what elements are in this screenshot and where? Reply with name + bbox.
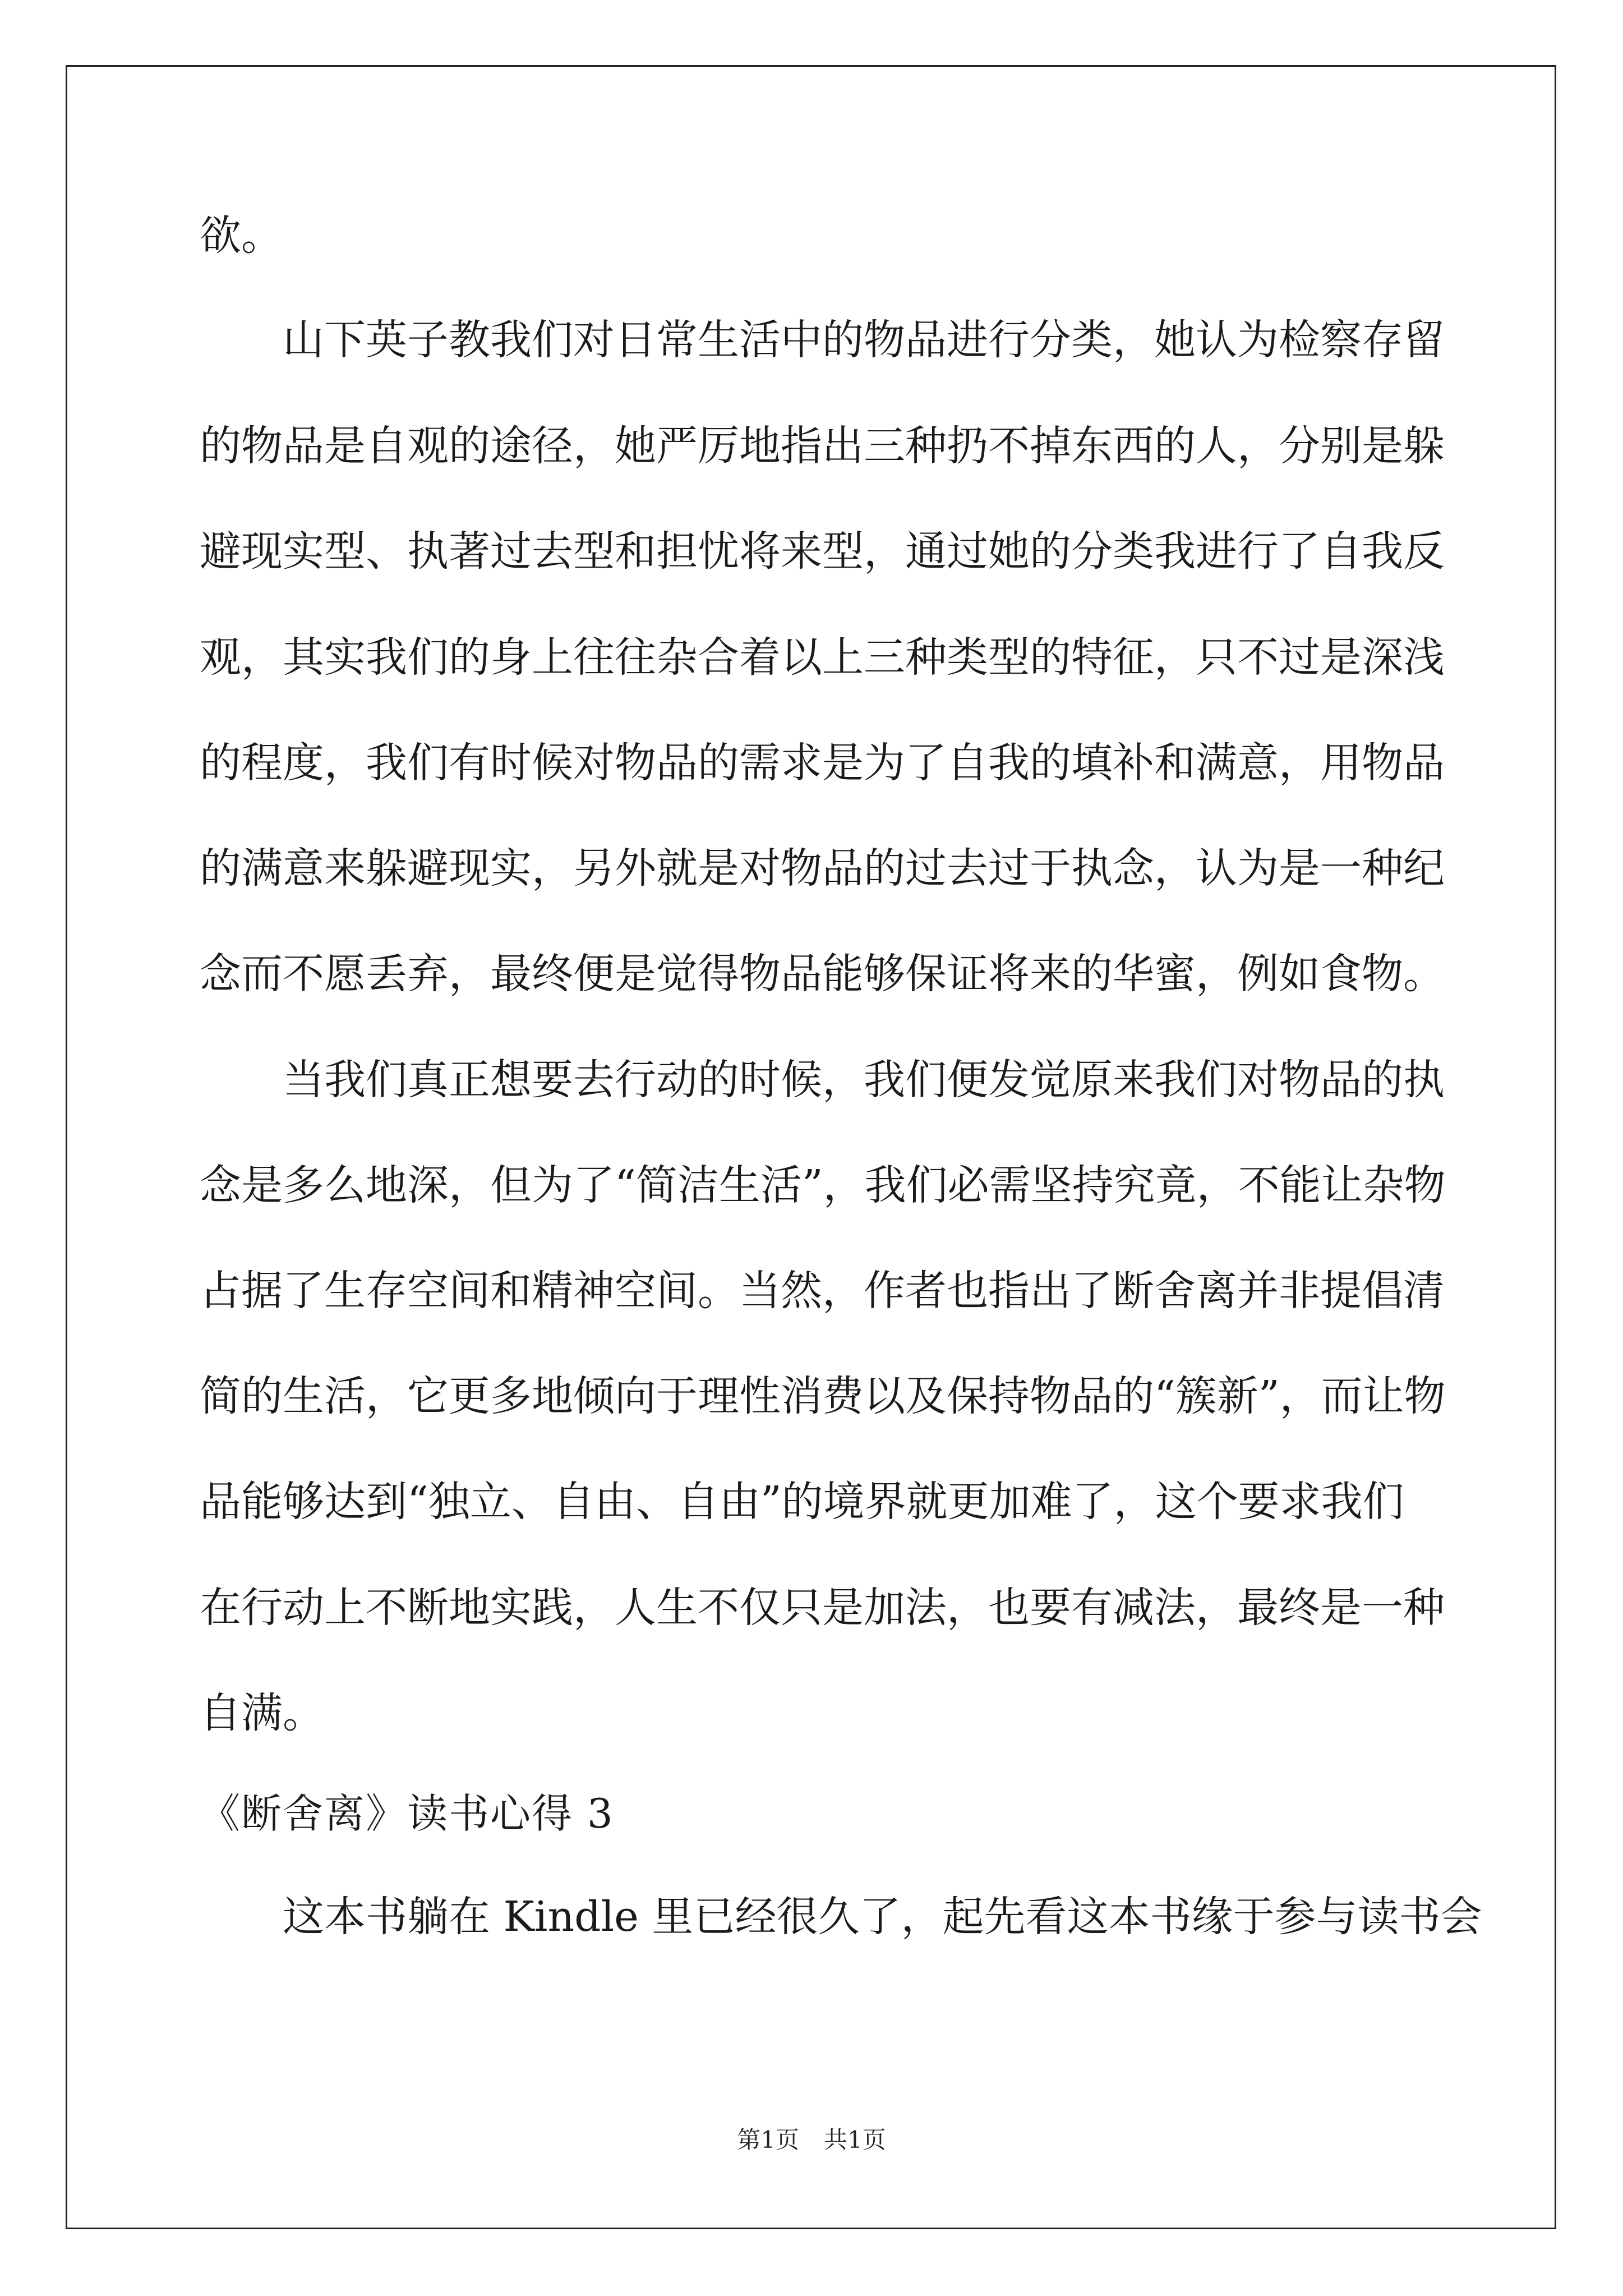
paragraph-line: 品能够达到“独立、自由、自由”的境界就更加难了，这个要求我们	[200, 1478, 1404, 1526]
paragraph-line: 念是多么地深，但为了“简洁生活”，我们必需坚持究竟，不能让杂物	[200, 1161, 1446, 1209]
paragraph-line: 欲。	[200, 211, 283, 260]
paragraph-line: 这本书躺在 Kindle 里已经很久了，起先看这本书缘于参与读书会	[283, 1893, 1482, 1941]
page-total: 共1页	[824, 2126, 886, 2154]
paragraph-line: 在行动上不断地实践，人生不仅只是加法，也要有减法，最终是一种	[200, 1584, 1445, 1632]
page-number: 第1页	[737, 2126, 799, 2154]
page-footer	[0, 2126, 1623, 2154]
section-heading: 《断舍离》读书心得 3	[200, 1790, 614, 1837]
paragraph-line: 念而不愿丢弃，最终便是觉得物品能够保证将来的华蜜，例如食物。	[200, 950, 1445, 998]
paragraph-line: 观，其实我们的身上往往杂合着以上三种类型的特征，只不过是深浅	[200, 633, 1445, 682]
paragraph-line: 山下英子教我们对日常生活中的物品进行分类，她认为检察存留	[283, 316, 1445, 364]
paragraph-line: 的程度，我们有时候对物品的需求是为了自我的填补和满意，用物品	[200, 739, 1445, 787]
paragraph-line: 的物品是自观的途径，她严厉地指出三种扔不掉东西的人，分别是躲	[200, 422, 1445, 470]
paragraph-line: 占据了生存空间和精神空间。当然，作者也指出了断舍离并非提倡清	[200, 1267, 1445, 1315]
paragraph-line: 当我们真正想要去行动的时候，我们便发觉原来我们对物品的执	[283, 1056, 1445, 1104]
paragraph-line: 的满意来躲避现实，另外就是对物品的过去过于执念，认为是一种纪	[200, 844, 1445, 892]
paragraph-line: 自满。	[200, 1689, 324, 1737]
paragraph-line: 简的生活，它更多地倾向于理性消费以及保持物品的“簇新”，而让物	[200, 1372, 1446, 1420]
paragraph-line: 避现实型、执著过去型和担忧将来型，通过她的分类我进行了自我反	[200, 527, 1445, 576]
